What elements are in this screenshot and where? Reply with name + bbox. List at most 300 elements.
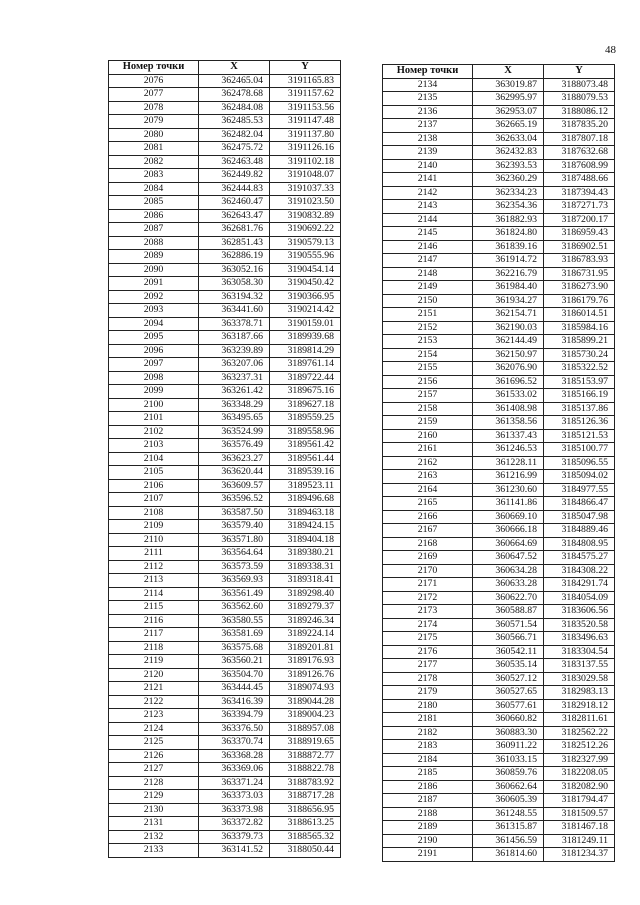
y-coordinate-cell: 3191157.62 — [270, 88, 341, 102]
table-row — [109, 263, 341, 277]
y-coordinate-cell: 3186902.51 — [544, 240, 615, 254]
y-coordinate-cell: 3190832.89 — [270, 209, 341, 223]
table-row — [109, 169, 341, 183]
table-row — [109, 425, 341, 439]
point-number-cell: 2134 — [383, 78, 473, 92]
table-row — [109, 763, 341, 777]
table-row — [109, 574, 341, 588]
y-coordinate-cell: 3189496.68 — [270, 493, 341, 507]
point-number-cell: 2077 — [109, 88, 199, 102]
table-row — [109, 547, 341, 561]
y-coordinate-cell: 3188073.48 — [544, 78, 615, 92]
x-coordinate-cell: 363581.69 — [199, 628, 270, 642]
y-coordinate-cell: 3189246.34 — [270, 614, 341, 628]
y-coordinate-cell: 3189318.41 — [270, 574, 341, 588]
x-coordinate-cell: 362360.29 — [473, 173, 544, 187]
y-coordinate-cell: 3189539.16 — [270, 466, 341, 480]
point-number-cell: 2102 — [109, 425, 199, 439]
x-coordinate-cell: 361228.11 — [473, 456, 544, 470]
x-coordinate-cell: 363376.50 — [199, 722, 270, 736]
y-coordinate-cell: 3185984.16 — [544, 321, 615, 335]
y-coordinate-cell: 3185137.86 — [544, 402, 615, 416]
x-coordinate-cell: 360577.61 — [473, 699, 544, 713]
point-number-cell: 2149 — [383, 281, 473, 295]
column-header-x: X — [199, 61, 270, 75]
x-coordinate-cell: 360660.82 — [473, 713, 544, 727]
table-row — [109, 668, 341, 682]
page-number: 48 — [605, 44, 616, 56]
y-coordinate-cell: 3187488.66 — [544, 173, 615, 187]
table-row — [383, 645, 615, 659]
point-number-cell: 2118 — [109, 641, 199, 655]
point-number-cell: 2191 — [383, 848, 473, 862]
x-coordinate-cell: 360666.18 — [473, 524, 544, 538]
y-coordinate-cell: 3188919.65 — [270, 736, 341, 750]
y-coordinate-cell: 3181249.11 — [544, 834, 615, 848]
point-number-cell: 2126 — [109, 749, 199, 763]
point-number-cell: 2076 — [109, 74, 199, 88]
table-row — [109, 722, 341, 736]
table-row — [109, 533, 341, 547]
point-number-cell: 2188 — [383, 807, 473, 821]
x-coordinate-cell: 360883.30 — [473, 726, 544, 740]
x-coordinate-cell: 362484.08 — [199, 101, 270, 115]
column-header-point: Номер точки — [383, 65, 473, 79]
x-coordinate-cell: 363495.65 — [199, 412, 270, 426]
y-coordinate-cell: 3182562.22 — [544, 726, 615, 740]
point-number-cell: 2183 — [383, 740, 473, 754]
table-row — [109, 344, 341, 358]
coordinates-table-right — [382, 64, 615, 862]
x-coordinate-cell: 362665.19 — [473, 119, 544, 133]
x-coordinate-cell: 362076.90 — [473, 362, 544, 376]
x-coordinate-cell: 361456.59 — [473, 834, 544, 848]
y-coordinate-cell: 3182811.61 — [544, 713, 615, 727]
table-row — [109, 439, 341, 453]
table-row — [109, 493, 341, 507]
table-row — [109, 520, 341, 534]
x-coordinate-cell: 360664.69 — [473, 537, 544, 551]
y-coordinate-cell: 3190454.14 — [270, 263, 341, 277]
x-coordinate-cell: 363369.06 — [199, 763, 270, 777]
x-coordinate-cell: 362190.03 — [473, 321, 544, 335]
point-number-cell: 2181 — [383, 713, 473, 727]
y-coordinate-cell: 3190579.13 — [270, 236, 341, 250]
point-number-cell: 2083 — [109, 169, 199, 183]
point-number-cell: 2157 — [383, 389, 473, 403]
x-coordinate-cell: 363239.89 — [199, 344, 270, 358]
table-row — [383, 294, 615, 308]
point-number-cell: 2097 — [109, 358, 199, 372]
x-coordinate-cell: 363207.06 — [199, 358, 270, 372]
point-number-cell: 2133 — [109, 844, 199, 858]
y-coordinate-cell: 3183029.58 — [544, 672, 615, 686]
y-coordinate-cell: 3183137.55 — [544, 659, 615, 673]
y-coordinate-cell: 3182208.05 — [544, 767, 615, 781]
x-coordinate-cell: 362995.97 — [473, 92, 544, 106]
y-coordinate-cell: 3189176.93 — [270, 655, 341, 669]
point-number-cell: 2107 — [109, 493, 199, 507]
x-coordinate-cell: 363569.93 — [199, 574, 270, 588]
point-number-cell: 2113 — [109, 574, 199, 588]
point-number-cell: 2081 — [109, 142, 199, 156]
y-coordinate-cell: 3188872.77 — [270, 749, 341, 763]
point-number-cell: 2161 — [383, 443, 473, 457]
table-row — [383, 375, 615, 389]
x-coordinate-cell: 360622.70 — [473, 591, 544, 605]
x-coordinate-cell: 360542.11 — [473, 645, 544, 659]
x-coordinate-cell: 363194.32 — [199, 290, 270, 304]
y-coordinate-cell: 3182512.26 — [544, 740, 615, 754]
point-number-cell: 2141 — [383, 173, 473, 187]
point-number-cell: 2172 — [383, 591, 473, 605]
x-coordinate-cell: 361984.40 — [473, 281, 544, 295]
y-coordinate-cell: 3184808.95 — [544, 537, 615, 551]
x-coordinate-cell: 363378.71 — [199, 317, 270, 331]
x-coordinate-cell: 360634.28 — [473, 564, 544, 578]
table-row — [109, 182, 341, 196]
x-coordinate-cell: 363575.68 — [199, 641, 270, 655]
table-row — [383, 551, 615, 565]
x-coordinate-cell: 363394.79 — [199, 709, 270, 723]
y-coordinate-cell: 3184977.55 — [544, 483, 615, 497]
y-coordinate-cell: 3186731.95 — [544, 267, 615, 281]
table-row — [109, 628, 341, 642]
x-coordinate-cell: 361337.43 — [473, 429, 544, 443]
y-coordinate-cell: 3189224.14 — [270, 628, 341, 642]
point-number-cell: 2163 — [383, 470, 473, 484]
y-coordinate-cell: 3184575.27 — [544, 551, 615, 565]
table-row — [383, 672, 615, 686]
y-coordinate-cell: 3186179.76 — [544, 294, 615, 308]
y-coordinate-cell: 3186959.43 — [544, 227, 615, 241]
table-row — [109, 385, 341, 399]
y-coordinate-cell: 3185126.36 — [544, 416, 615, 430]
point-number-cell: 2166 — [383, 510, 473, 524]
y-coordinate-cell: 3183606.56 — [544, 605, 615, 619]
table-row — [109, 398, 341, 412]
y-coordinate-cell: 3189675.16 — [270, 385, 341, 399]
table-row — [109, 736, 341, 750]
table-row — [109, 317, 341, 331]
table-row — [383, 524, 615, 538]
x-coordinate-cell: 362460.47 — [199, 196, 270, 210]
point-number-cell: 2168 — [383, 537, 473, 551]
point-number-cell: 2090 — [109, 263, 199, 277]
x-coordinate-cell: 361533.02 — [473, 389, 544, 403]
table-row — [383, 632, 615, 646]
y-coordinate-cell: 3191048.07 — [270, 169, 341, 183]
table-row — [109, 358, 341, 372]
table-row — [383, 402, 615, 416]
x-coordinate-cell: 360605.39 — [473, 794, 544, 808]
table-row — [383, 335, 615, 349]
point-number-cell: 2170 — [383, 564, 473, 578]
table-row — [109, 749, 341, 763]
y-coordinate-cell: 3189523.11 — [270, 479, 341, 493]
y-coordinate-cell: 3185899.21 — [544, 335, 615, 349]
point-number-cell: 2079 — [109, 115, 199, 129]
y-coordinate-cell: 3182918.12 — [544, 699, 615, 713]
table-row — [383, 389, 615, 403]
table-row — [109, 466, 341, 480]
table-row — [383, 78, 615, 92]
point-number-cell: 2119 — [109, 655, 199, 669]
y-coordinate-cell: 3189939.68 — [270, 331, 341, 345]
y-coordinate-cell: 3191037.33 — [270, 182, 341, 196]
x-coordinate-cell: 361882.93 — [473, 213, 544, 227]
y-coordinate-cell: 3191126.16 — [270, 142, 341, 156]
point-number-cell: 2125 — [109, 736, 199, 750]
x-coordinate-cell: 362449.82 — [199, 169, 270, 183]
x-coordinate-cell: 360527.65 — [473, 686, 544, 700]
y-coordinate-cell: 3189814.29 — [270, 344, 341, 358]
y-coordinate-cell: 3188957.08 — [270, 722, 341, 736]
point-number-cell: 2164 — [383, 483, 473, 497]
point-number-cell: 2144 — [383, 213, 473, 227]
x-coordinate-cell: 362463.48 — [199, 155, 270, 169]
point-number-cell: 2110 — [109, 533, 199, 547]
point-number-cell: 2109 — [109, 520, 199, 534]
table-row — [383, 726, 615, 740]
point-number-cell: 2116 — [109, 614, 199, 628]
x-coordinate-cell: 362485.53 — [199, 115, 270, 129]
x-coordinate-cell: 363579.40 — [199, 520, 270, 534]
y-coordinate-cell: 3187608.99 — [544, 159, 615, 173]
y-coordinate-cell: 3189004.23 — [270, 709, 341, 723]
y-coordinate-cell: 3187271.73 — [544, 200, 615, 214]
x-coordinate-cell: 361358.56 — [473, 416, 544, 430]
column-header-y: Y — [544, 65, 615, 79]
point-number-cell: 2095 — [109, 331, 199, 345]
x-coordinate-cell: 363416.39 — [199, 695, 270, 709]
table-row — [109, 452, 341, 466]
table-row — [109, 601, 341, 615]
y-coordinate-cell: 3182082.90 — [544, 780, 615, 794]
point-number-cell: 2108 — [109, 506, 199, 520]
point-number-cell: 2120 — [109, 668, 199, 682]
y-coordinate-cell: 3186014.51 — [544, 308, 615, 322]
table-header-row — [383, 65, 615, 79]
x-coordinate-cell: 362354.36 — [473, 200, 544, 214]
table-row — [109, 209, 341, 223]
x-coordinate-cell: 360911.22 — [473, 740, 544, 754]
x-coordinate-cell: 362154.71 — [473, 308, 544, 322]
point-number-cell: 2130 — [109, 803, 199, 817]
x-coordinate-cell: 363348.29 — [199, 398, 270, 412]
table-row — [383, 740, 615, 754]
y-coordinate-cell: 3187394.43 — [544, 186, 615, 200]
point-number-cell: 2146 — [383, 240, 473, 254]
x-coordinate-cell: 362482.04 — [199, 128, 270, 142]
point-number-cell: 2154 — [383, 348, 473, 362]
y-coordinate-cell: 3189561.42 — [270, 439, 341, 453]
table-row — [109, 155, 341, 169]
point-number-cell: 2139 — [383, 146, 473, 160]
point-number-cell: 2180 — [383, 699, 473, 713]
x-coordinate-cell: 362851.43 — [199, 236, 270, 250]
point-number-cell: 2171 — [383, 578, 473, 592]
y-coordinate-cell: 3189279.37 — [270, 601, 341, 615]
y-coordinate-cell: 3190159.01 — [270, 317, 341, 331]
point-number-cell: 2176 — [383, 645, 473, 659]
table-row — [109, 101, 341, 115]
y-coordinate-cell: 3185322.52 — [544, 362, 615, 376]
y-coordinate-cell: 3189404.18 — [270, 533, 341, 547]
x-coordinate-cell: 362216.79 — [473, 267, 544, 281]
table-row — [109, 277, 341, 291]
x-coordinate-cell: 360535.14 — [473, 659, 544, 673]
table-row — [383, 321, 615, 335]
x-coordinate-cell: 361246.53 — [473, 443, 544, 457]
x-coordinate-cell: 360527.12 — [473, 672, 544, 686]
x-coordinate-cell: 363620.44 — [199, 466, 270, 480]
table-row — [109, 250, 341, 264]
x-coordinate-cell: 363580.55 — [199, 614, 270, 628]
y-coordinate-cell: 3185153.97 — [544, 375, 615, 389]
x-coordinate-cell: 363571.80 — [199, 533, 270, 547]
table-row — [109, 844, 341, 858]
point-number-cell: 2117 — [109, 628, 199, 642]
point-number-cell: 2104 — [109, 452, 199, 466]
y-coordinate-cell: 3184054.09 — [544, 591, 615, 605]
table-row — [109, 412, 341, 426]
point-number-cell: 2111 — [109, 547, 199, 561]
table-row — [383, 578, 615, 592]
x-coordinate-cell: 362144.49 — [473, 335, 544, 349]
y-coordinate-cell: 3191137.80 — [270, 128, 341, 142]
y-coordinate-cell: 3181794.47 — [544, 794, 615, 808]
point-number-cell: 2122 — [109, 695, 199, 709]
x-coordinate-cell: 363373.98 — [199, 803, 270, 817]
table-row — [109, 506, 341, 520]
table-row — [383, 213, 615, 227]
point-number-cell: 2156 — [383, 375, 473, 389]
table-row — [109, 830, 341, 844]
table-row — [383, 281, 615, 295]
point-number-cell: 2138 — [383, 132, 473, 146]
x-coordinate-cell: 362953.07 — [473, 105, 544, 119]
x-coordinate-cell: 363370.74 — [199, 736, 270, 750]
table-row — [383, 510, 615, 524]
y-coordinate-cell: 3183304.54 — [544, 645, 615, 659]
x-coordinate-cell: 363187.66 — [199, 331, 270, 345]
x-coordinate-cell: 360566.71 — [473, 632, 544, 646]
point-number-cell: 2115 — [109, 601, 199, 615]
x-coordinate-cell: 363444.45 — [199, 682, 270, 696]
table-row — [383, 146, 615, 160]
y-coordinate-cell: 3189561.44 — [270, 452, 341, 466]
y-coordinate-cell: 3189424.15 — [270, 520, 341, 534]
table-row — [109, 614, 341, 628]
y-coordinate-cell: 3189463.18 — [270, 506, 341, 520]
x-coordinate-cell: 363576.49 — [199, 439, 270, 453]
point-number-cell: 2175 — [383, 632, 473, 646]
table-row — [383, 794, 615, 808]
table-row — [383, 564, 615, 578]
point-number-cell: 2121 — [109, 682, 199, 696]
point-number-cell: 2185 — [383, 767, 473, 781]
coordinates-table-left — [108, 60, 341, 858]
point-number-cell: 2080 — [109, 128, 199, 142]
table-row — [109, 695, 341, 709]
table-row — [383, 105, 615, 119]
y-coordinate-cell: 3189338.31 — [270, 560, 341, 574]
y-coordinate-cell: 3188565.32 — [270, 830, 341, 844]
point-number-cell: 2148 — [383, 267, 473, 281]
table-row — [383, 227, 615, 241]
point-number-cell: 2137 — [383, 119, 473, 133]
y-coordinate-cell: 3183496.63 — [544, 632, 615, 646]
y-coordinate-cell: 3189380.21 — [270, 547, 341, 561]
point-number-cell: 2136 — [383, 105, 473, 119]
y-coordinate-cell: 3190214.42 — [270, 304, 341, 318]
table-row — [109, 223, 341, 237]
point-number-cell: 2094 — [109, 317, 199, 331]
table-row — [383, 699, 615, 713]
table-row — [109, 115, 341, 129]
point-number-cell: 2140 — [383, 159, 473, 173]
table-row — [383, 132, 615, 146]
point-number-cell: 2105 — [109, 466, 199, 480]
point-number-cell: 2112 — [109, 560, 199, 574]
y-coordinate-cell: 3188050.44 — [270, 844, 341, 858]
point-number-cell: 2123 — [109, 709, 199, 723]
x-coordinate-cell: 360588.87 — [473, 605, 544, 619]
x-coordinate-cell: 361315.87 — [473, 821, 544, 835]
table-row — [109, 709, 341, 723]
table-row — [383, 267, 615, 281]
y-coordinate-cell: 3187632.68 — [544, 146, 615, 160]
point-number-cell: 2135 — [383, 92, 473, 106]
y-coordinate-cell: 3191023.50 — [270, 196, 341, 210]
table-row — [383, 713, 615, 727]
table-row — [383, 119, 615, 133]
y-coordinate-cell: 3184866.47 — [544, 497, 615, 511]
x-coordinate-cell: 361248.55 — [473, 807, 544, 821]
point-number-cell: 2124 — [109, 722, 199, 736]
table-row — [383, 362, 615, 376]
table-row — [109, 88, 341, 102]
table-row — [109, 371, 341, 385]
table-row — [109, 479, 341, 493]
x-coordinate-cell: 361824.80 — [473, 227, 544, 241]
y-coordinate-cell: 3187835.20 — [544, 119, 615, 133]
table-row — [383, 470, 615, 484]
table-row — [109, 128, 341, 142]
point-number-cell: 2099 — [109, 385, 199, 399]
table-row — [109, 74, 341, 88]
point-number-cell: 2084 — [109, 182, 199, 196]
y-coordinate-cell: 3189722.44 — [270, 371, 341, 385]
y-coordinate-cell: 3186273.90 — [544, 281, 615, 295]
table-row — [383, 834, 615, 848]
table-row — [109, 196, 341, 210]
y-coordinate-cell: 3189298.40 — [270, 587, 341, 601]
table-row — [383, 497, 615, 511]
point-number-cell: 2169 — [383, 551, 473, 565]
table-row — [109, 655, 341, 669]
point-number-cell: 2155 — [383, 362, 473, 376]
y-coordinate-cell: 3189201.81 — [270, 641, 341, 655]
point-number-cell: 2082 — [109, 155, 199, 169]
table-row — [383, 821, 615, 835]
x-coordinate-cell: 363237.31 — [199, 371, 270, 385]
table-row — [109, 790, 341, 804]
x-coordinate-cell: 361814.60 — [473, 848, 544, 862]
point-number-cell: 2078 — [109, 101, 199, 115]
table-header-row — [109, 61, 341, 75]
